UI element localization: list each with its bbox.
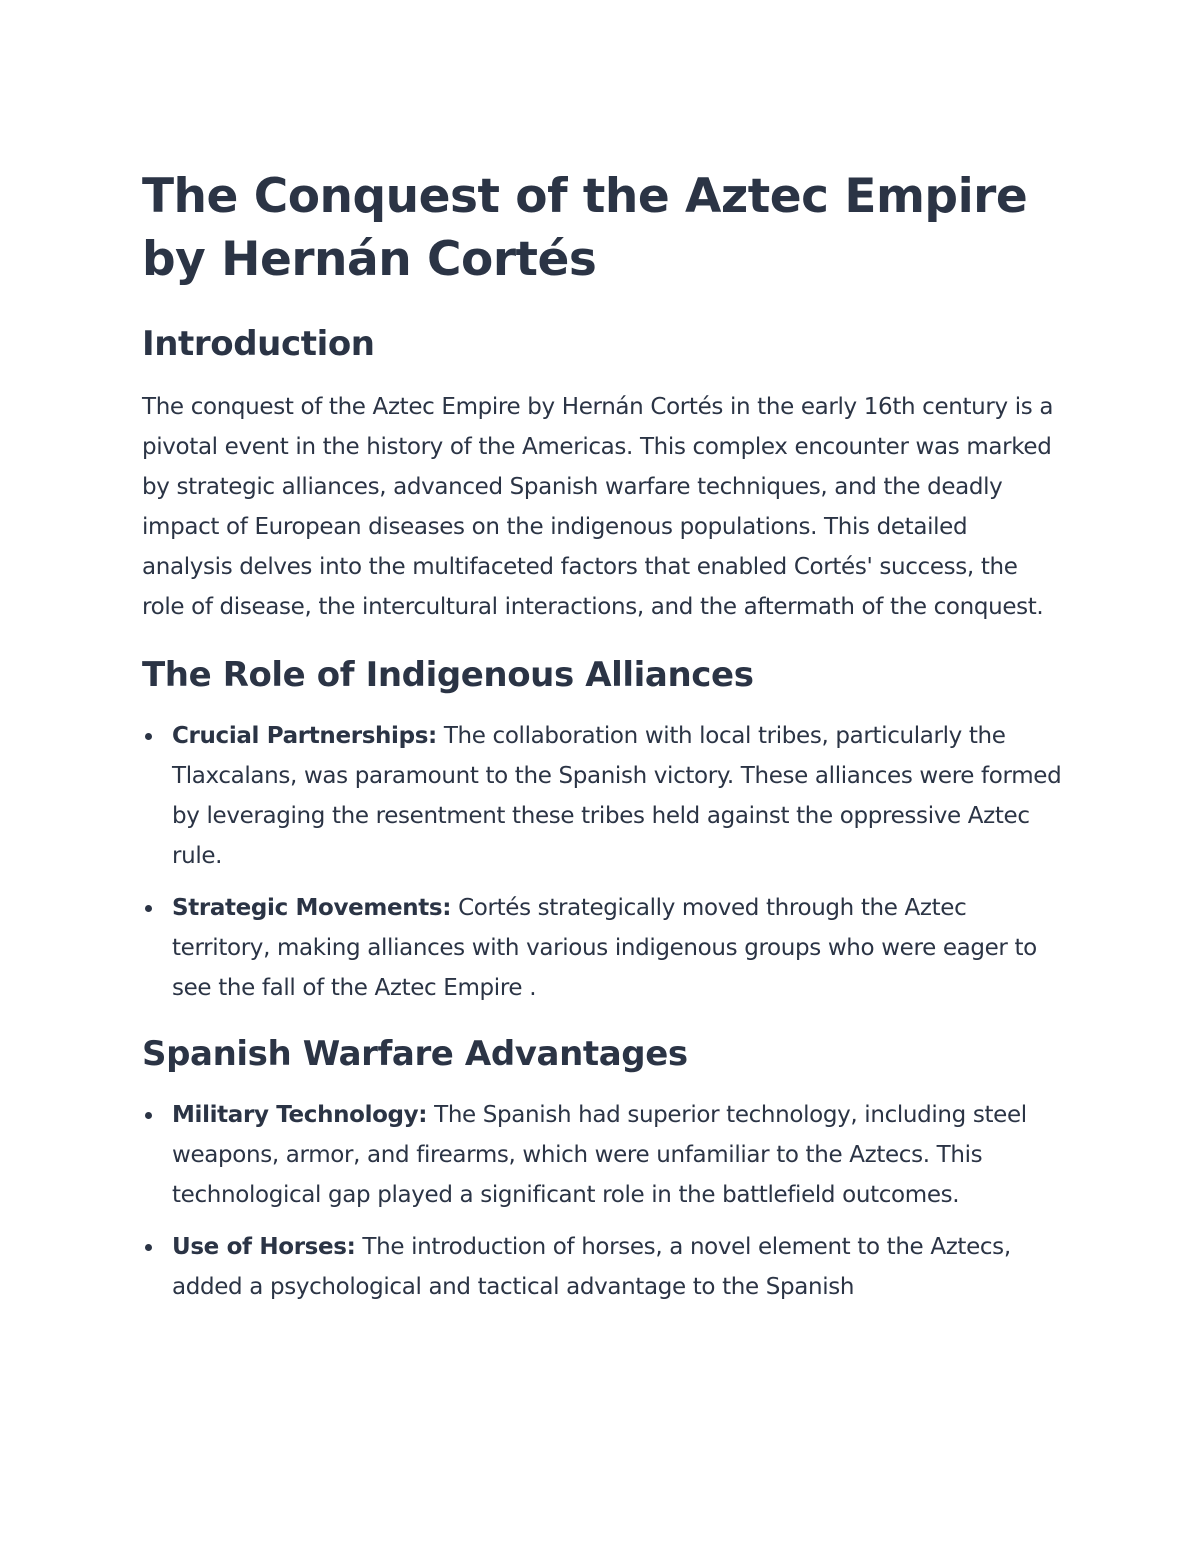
bullet-icon [145, 1244, 152, 1251]
page-title: The Conquest of the Aztec Empire by Hernán Cortés [142, 169, 1028, 287]
bullet-icon [145, 1112, 152, 1119]
list-item [142, 888, 1062, 1008]
list-item-term: Strategic Movements: [172, 895, 452, 921]
list-item [142, 716, 1062, 876]
list-item-term: Use of Horses: [172, 1234, 356, 1260]
list-item [142, 1095, 1062, 1215]
document-content [142, 165, 1062, 1307]
introduction-paragraph: The conquest of the Aztec Empire by Hernán Cortés in the early 16th century is a pivotal event in the history of the Americas. This complex encounter was marked by strategic alliances, advanced Spanish warfare techniques, and the deadly impact of European diseases on the indigenous populations. This detailed analysis delves into the multifaceted factors that enabled Cortés' success, the role of disease, the intercultural interactions, and the aftermath of the conquest. [142, 394, 1054, 620]
bullet-icon [145, 733, 152, 740]
list-item-text: The introduction of horses, a novel element to the Aztecs, added a psychological and tactical advantage to the Spanish [172, 1234, 1011, 1300]
section-heading-introduction: Introduction [142, 324, 375, 364]
list-item-text: The Spanish had superior technology, including steel weapons, armor, and firearms, which were unfamiliar to the Aztecs. This technological gap played a significant role in the battlefield outcomes. [172, 1102, 1027, 1208]
list-item-text: The collaboration with local tribes, particularly the Tlaxcalans, was paramount to the Spanish victory. These alliances were formed by leveraging the resentment these tribes held against the oppressive Aztec rule. [172, 723, 1062, 869]
warfare-list [142, 1095, 1062, 1307]
list-item-text: Cortés strategically moved through the Aztec territory, making alliances with various indigenous groups who were eager to see the fall of the Aztec Empire . [172, 895, 1037, 1001]
list-item-term: Military Technology: [172, 1102, 428, 1128]
bullet-icon [145, 905, 152, 912]
list-item [142, 1227, 1062, 1307]
alliances-list [142, 716, 1062, 1008]
section-heading-alliances: The Role of Indigenous Alliances [142, 655, 754, 695]
list-item-term: Crucial Partnerships: [172, 723, 437, 749]
section-heading-warfare: Spanish Warfare Advantages [142, 1034, 688, 1074]
